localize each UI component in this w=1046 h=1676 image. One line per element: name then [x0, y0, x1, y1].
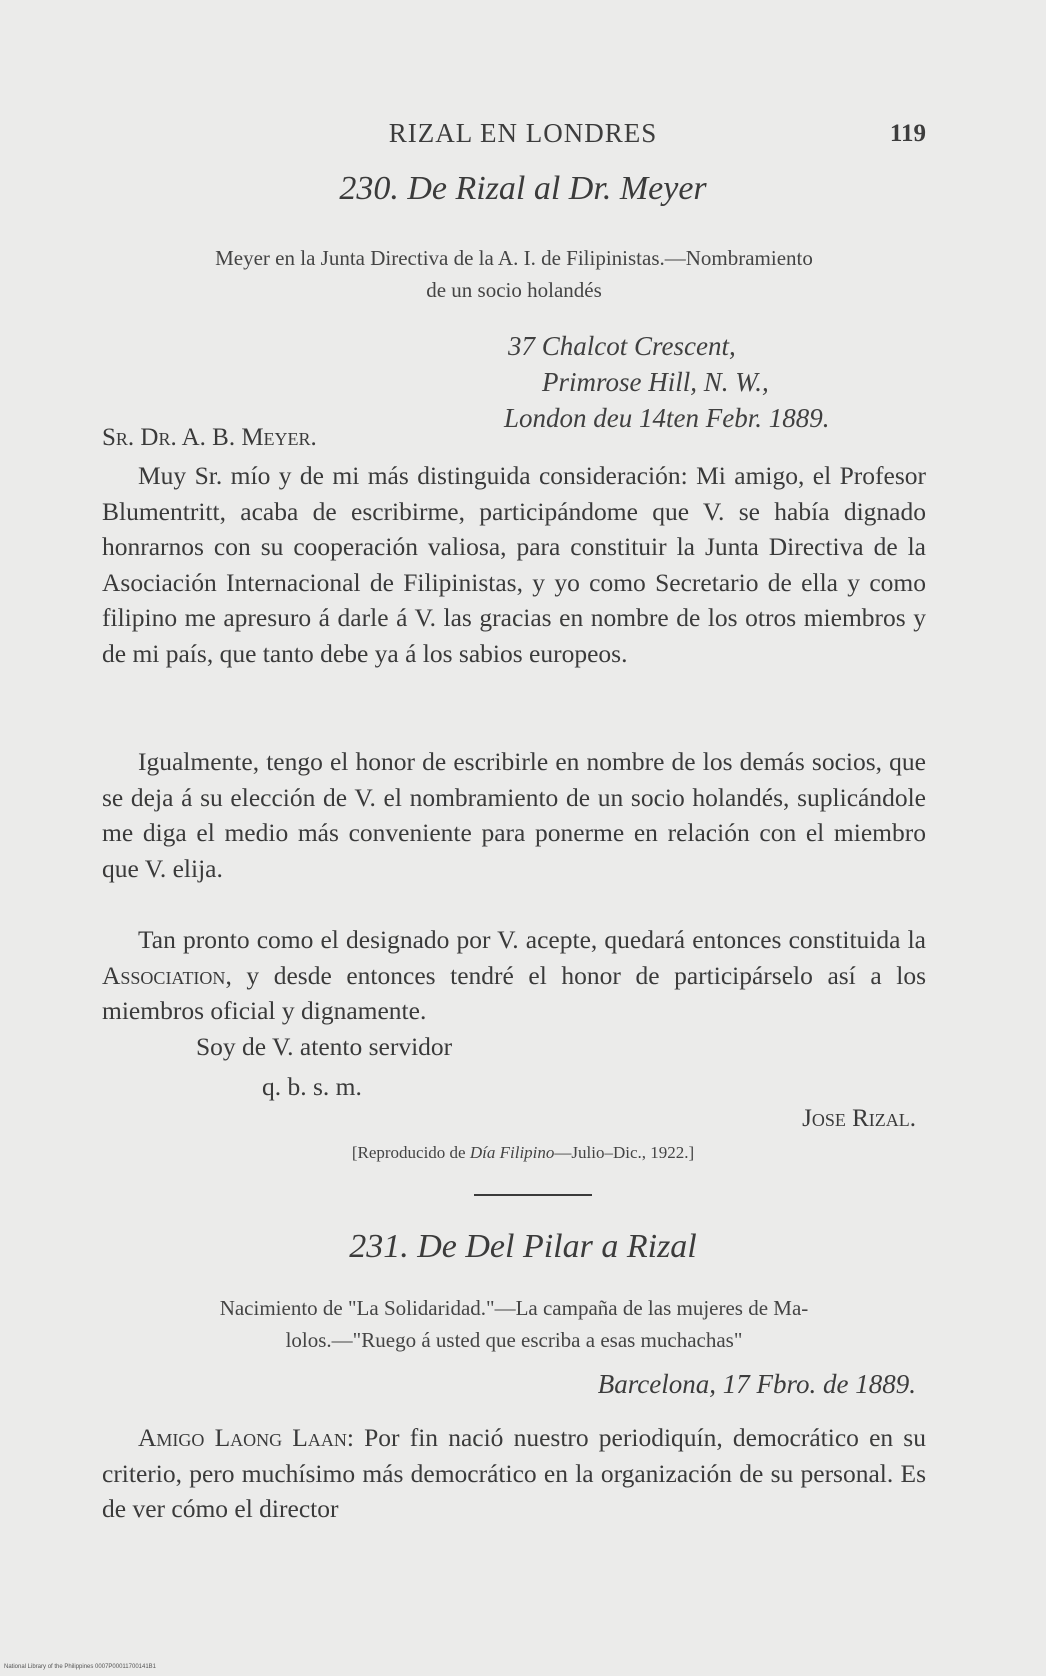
source-note — [0, 1143, 1046, 1163]
letter-231-summary — [102, 1292, 926, 1356]
letter-230-paragraph1: Muy Sr. mío y de mi más distinguida consideración: Mi amigo, el Profesor Blumentritt, acaba de escribirme, participándome que V. se había dignado honrarnos con su cooperación valiosa, para constituir la Junta Directiva de la Asociación Internacional de Filipinistas, y yo como Secretario de ella y como filipino me apresuro á darle á V. las gracias en nombre de los otros miembros y de mi país, que tanto debe ya á los sabios europeos. — [102, 461, 926, 668]
closing-line1: Soy de V. atento servidor — [196, 1032, 453, 1061]
paragraph3-start: Tan pronto como el designado por V. acepte, quedará entonces constituida la — [138, 925, 926, 954]
letter-231-greeting: Amigo Laong Laan: — [138, 1423, 354, 1452]
letter-230-salutation: Sr. Dr. A. B. Meyer. — [102, 424, 317, 451]
letter-230-summary — [102, 242, 926, 306]
address-line2: Primrose Hill, N. W., — [542, 367, 769, 397]
letter-230-title: 230. De Rizal al Dr. Meyer — [339, 170, 707, 207]
letter-230-summary-line1: Meyer en la Junta Directiva de la A. I. de Filipinistas.—Nombramiento — [215, 246, 813, 270]
letter-230-summary-line2: de un socio holandés — [426, 278, 602, 302]
source-suffix: —Julio–Dic., 1922.] — [554, 1143, 695, 1162]
paragraph3-end: , y desde entonces tendré el honor de participárselo así a los miembros oficial y dignamente. — [102, 960, 926, 1025]
letter-231-paragraph1 — [102, 1420, 926, 1527]
page-number: 119 — [889, 120, 926, 147]
closing-line2: q. b. s. m. — [262, 1072, 362, 1101]
letter-230-paragraph2: Igualmente, tengo el honor de escribirle en nombre de los demás socios, que se deja á su elección de V. el nombramiento de un socio holandés, suplicándole me diga el medio más conveniente para ponerme en relación con el miembro que V. elija. — [102, 747, 926, 883]
address-line3: London deu 14ten Febr. 1889. — [504, 403, 830, 433]
letter-231-summary-line1: Nacimiento de "La Solidaridad."—La campaña de las mujeres de Ma- — [219, 1296, 809, 1320]
section-divider — [474, 1194, 592, 1196]
letter-231-summary-line2: lolos.—"Ruego á usted que escriba a esas muchachas" — [285, 1328, 743, 1352]
letter-231-paragraph1-text: Por fin nació nuestro periodiquín, democrático en su criterio, pero muchísimo más democrático en la organización de su personal. Es de ver cómo el director — [102, 1423, 926, 1523]
running-head — [0, 118, 1046, 158]
archive-footer: National Library of the Philippines 0007P00011700141B1 — [4, 1664, 157, 1670]
running-title: RIZAL EN LONDRES — [388, 118, 658, 148]
paragraph3-association: Association — [102, 960, 226, 990]
source-title: Día Filipino — [469, 1143, 555, 1162]
letter-230-paragraph3 — [102, 922, 926, 1029]
signature: Jose Rizal. — [802, 1105, 916, 1132]
source-prefix: [Reproducido de — [351, 1143, 470, 1162]
letter-231-title: 231. De Del Pilar a Rizal — [349, 1228, 697, 1265]
address-line1: 37 Chalcot Crescent, — [508, 331, 736, 361]
letter-230-address — [500, 328, 920, 436]
letter-231-place-date: Barcelona, 17 Fbro. de 1889. — [597, 1369, 916, 1399]
